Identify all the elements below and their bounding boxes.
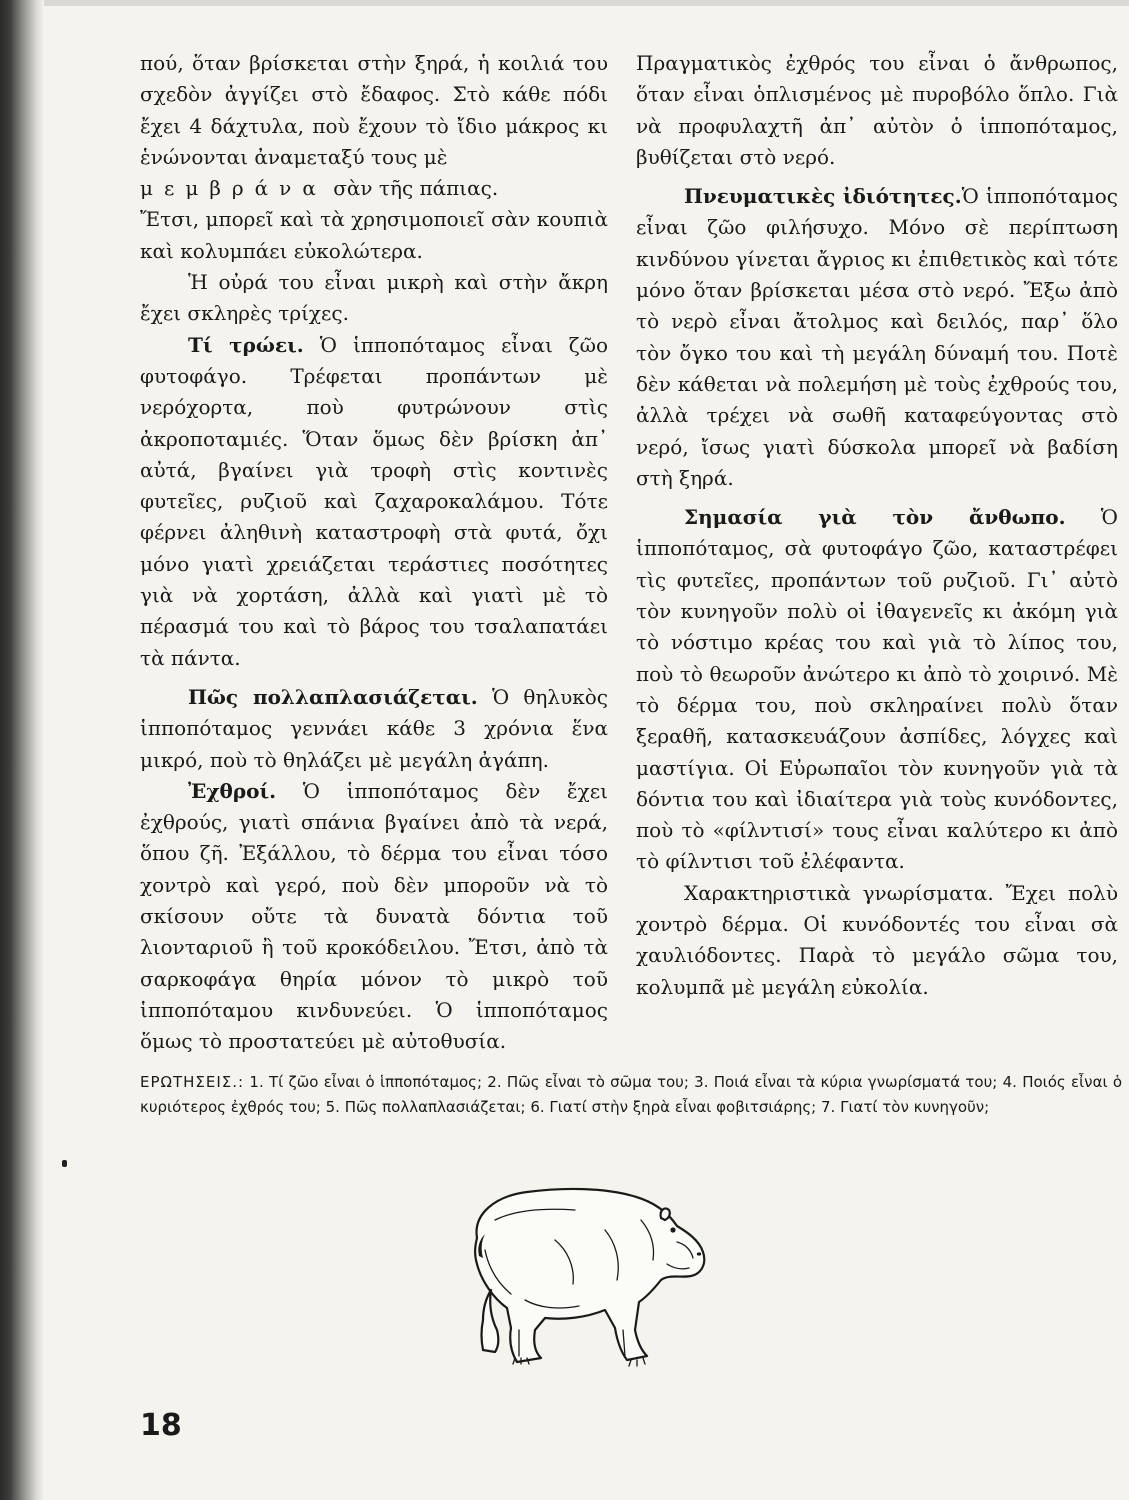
- paragraph-enemies: [140, 776, 608, 1058]
- paragraph-text: Ἡ οὐρά του εἶναι μικρὴ καὶ στὴν ἄκρη ἔχει σκληρὲς τρίχες.: [140, 270, 608, 326]
- paragraph-characteristics: [636, 878, 1118, 1003]
- paragraph-text: Χαρακτηριστικὰ γνωρίσματα. Ἔχει πολὺ χοντρὸ δέρμα. Οἱ κυνόδοντές του εἶναι σὰ χαυλιόδοντες. Παρὰ τὸ μεγάλο σῶμα του, κολυμπᾶ μὲ μεγάλη εὐκολία.: [636, 880, 1118, 999]
- page-top-edge: [44, 0, 1129, 6]
- paragraph-text: Ὁ ἱπποπόταμος εἶναι ζῶο φυτοφάγο. Τρέφεται προπάντων μὲ νερόχορτα, ποὺ φυτρώνουν στὶς ἀκροποταμιές. Ὅταν ὅμως δὲν βρίσκη ἀπ᾽ αὐτά, βγαίνει γιὰ τροφὴ στὶς κοντινὲς φυτεῖες, ρυζιοῦ καὶ ζαχαροκαλάμου. Τότε φέρνει ἀληθινὴ καταστροφὴ στὰ φυτά, ὄχι μόνο γιατὶ χρειάζεται τεράστιες ποσότητες γιὰ νὰ χορτάση, ἀλλὰ καὶ γιατὶ μὲ τὸ πέρασμά του καὶ τὸ βάρος του τσαλαπατάει τὰ πάντα.: [140, 332, 608, 670]
- left-text-column: [140, 48, 608, 1058]
- book-binding-shadow: [0, 0, 44, 1500]
- paragraph-text: Ὁ θηλυκὸς ἱπποπόταμος γεννάει κάθε 3 χρόνια ἕνα μικρό, ποὺ τὸ θηλάζει μὲ μεγάλη ἀγάπη.: [140, 684, 608, 772]
- spaced-term: μεμβράνα: [140, 176, 327, 201]
- questions-label: ΕΡΩΤΗΣΕΙΣ.:: [140, 1073, 245, 1091]
- paragraph-text: Ὁ ἱπποπόταμος δὲν ἔχει ἐχθρούς, γιατὶ σπάνια βγαίνει ἀπὸ τὰ νερά, ὅπου ζῆ. Ἐξάλλου, τὸ δέρμα του εἶναι τόσο χοντρὸ καὶ γερό, ποὺ δὲν μποροῦν νὰ τὸ σκίσουν οὔτε τὰ δυνατὰ δόντια τοῦ λιονταριοῦ ἢ τοῦ κροκόδειλου. Ἔτσι, ἀπὸ τὰ σαρκοφάγα θηρία μόνον τὸ μικρὸ τοῦ ἱπποπόταμου κινδυνεύει. Ὁ ἱπποπόταμος ὅμως τὸ προστατεύει μὲ αὐτοθυσία.: [140, 778, 608, 1054]
- paragraph-human-enemy: [636, 48, 1118, 173]
- section-heading-reproduction: Πῶς πολλαπλασιάζεται.: [188, 684, 478, 709]
- paragraph-text: σὰν τῆς πάπιας.: [326, 176, 499, 201]
- section-heading-diet: Τί τρώει.: [188, 332, 304, 357]
- questions-text: 1. Τί ζῶο εἶναι ὁ ἱπποπόταμος; 2. Πῶς εἶναι τὸ σῶμα του; 3. Ποιά εἶναι τὰ κύρια γνωρίσματά του; 4. Ποιός εἶναι ὁ κυριότερος ἐχθρός του; 5. Πῶς πολλαπλασιάζεται; 6. Γιατί στὴν ξηρὰ εἶναι φοβιτσιάρης; 7. Γιατί τὸν κυνηγοῦν;: [140, 1073, 1122, 1116]
- paragraph-reproduction: [140, 682, 608, 776]
- right-text-column: [636, 48, 1118, 1003]
- questions-block: [140, 1070, 1122, 1120]
- paragraph-body-continued: [140, 48, 608, 173]
- paragraph-temperament: [636, 181, 1118, 494]
- paragraph-diet: [140, 330, 608, 674]
- paragraph-text: Πραγματικὸς ἐχθρός του εἶναι ὁ ἄνθρωπος, ὅταν εἶναι ὁπλισμένος μὲ πυροβόλο ὅπλο. Γιὰ νὰ προφυλαχτῆ ἀπ᾽ αὐτὸν ὁ ἱπποπόταμος, βυθίζεται στὸ νερό.: [636, 51, 1118, 169]
- paragraph-text: Ὁ ἱπποπόταμος εἶναι ζῶο φιλήσυχο. Μόνο σὲ περίπτωση κινδύνου γίνεται ἄγριος κι ἐπιθετικὸς καὶ τότε μόνο ὅταν βρίσκεται μέσα στὸ νερό. Ἔξω ἀπὸ τὸ νερὸ εἶναι ἄτολμος καὶ δειλός, παρ᾽ ὅλο τὸν ὄγκο του καὶ τὴ μεγάλη δύναμή του. Ποτὲ δὲν κάθεται νὰ πολεμήση μὲ τοὺς ἐχθρούς του, ἀλλὰ τρέχει νὰ σωθῆ καταφεύγοντας στὸ νερό, ἴσως γιατὶ δύσκολα μπορεῖ νὰ βαδίση στὴ ξηρά.: [636, 184, 1119, 490]
- paragraph-tail: [140, 267, 608, 330]
- paragraph-oars: [140, 204, 608, 267]
- section-heading-importance: Σημασία γιὰ τὸν ἄνθωπο.: [684, 505, 1066, 530]
- ink-speck: [62, 1160, 67, 1167]
- section-heading-temperament: Πνευματικὲς ἰδιότητες.: [684, 184, 962, 209]
- page-number: 18: [140, 1408, 182, 1443]
- hippopotamus-illustration: [455, 1180, 715, 1375]
- section-heading-enemies: Ἐχθροί.: [188, 778, 277, 803]
- paragraph-importance: [636, 502, 1118, 878]
- paragraph-membrane: [140, 173, 608, 204]
- paragraph-text: πού, ὅταν βρίσκεται στὴν ξηρά, ἡ κοιλιά του σχεδὸν ἀγγίζει στὸ ἔδαφος. Στὸ κάθε πόδι ἔχει 4 δάχτυλα, ποὺ ἔχουν τὸ ἴδιο μάκρος κι ἑνώνονται ἀναμεταξύ τους μὲ: [140, 51, 608, 169]
- paragraph-text: Ὁ ἱπποπόταμος, σὰ φυτοφάγο ζῶο, καταστρέφει τὶς φυτεῖες, προπάντων τοῦ ρυζιοῦ. Γι᾽ αὐτὸ τὸν κυνηγοῦν πολὺ οἱ ἰθαγενεῖς κι ἀκόμη γιὰ τὸ νόστιμο κρέας του καὶ γιὰ τὸ λίπος του, ποὺ τὸ θεωροῦν ἀνώτερο κι ἀπὸ τὸ χοιρινό. Μὲ τὸ δέρμα του, ποὺ σκληραίνει πολὺ ὅταν ξεραθῆ, κατασκευάζουν ἀσπίδες, λόγχες καὶ μαστίγια. Οἱ Εὐρωπαῖοι τὸν κυνηγοῦν γιὰ τὰ δόντια του καὶ ἰδιαίτερα γιὰ τοὺς κυνόδοντες, ποὺ τὸ «φίλντισί» τους εἶναι καλύτερο κι ἀπὸ τὸ φίλντισι τοῦ ἐλέφαντα.: [636, 505, 1118, 874]
- paragraph-text: Ἔτσι, μπορεῖ καὶ τὰ χρησιμοποιεῖ σὰν κουπιὰ καὶ κολυμπάει εὐκολώτερα.: [140, 207, 608, 263]
